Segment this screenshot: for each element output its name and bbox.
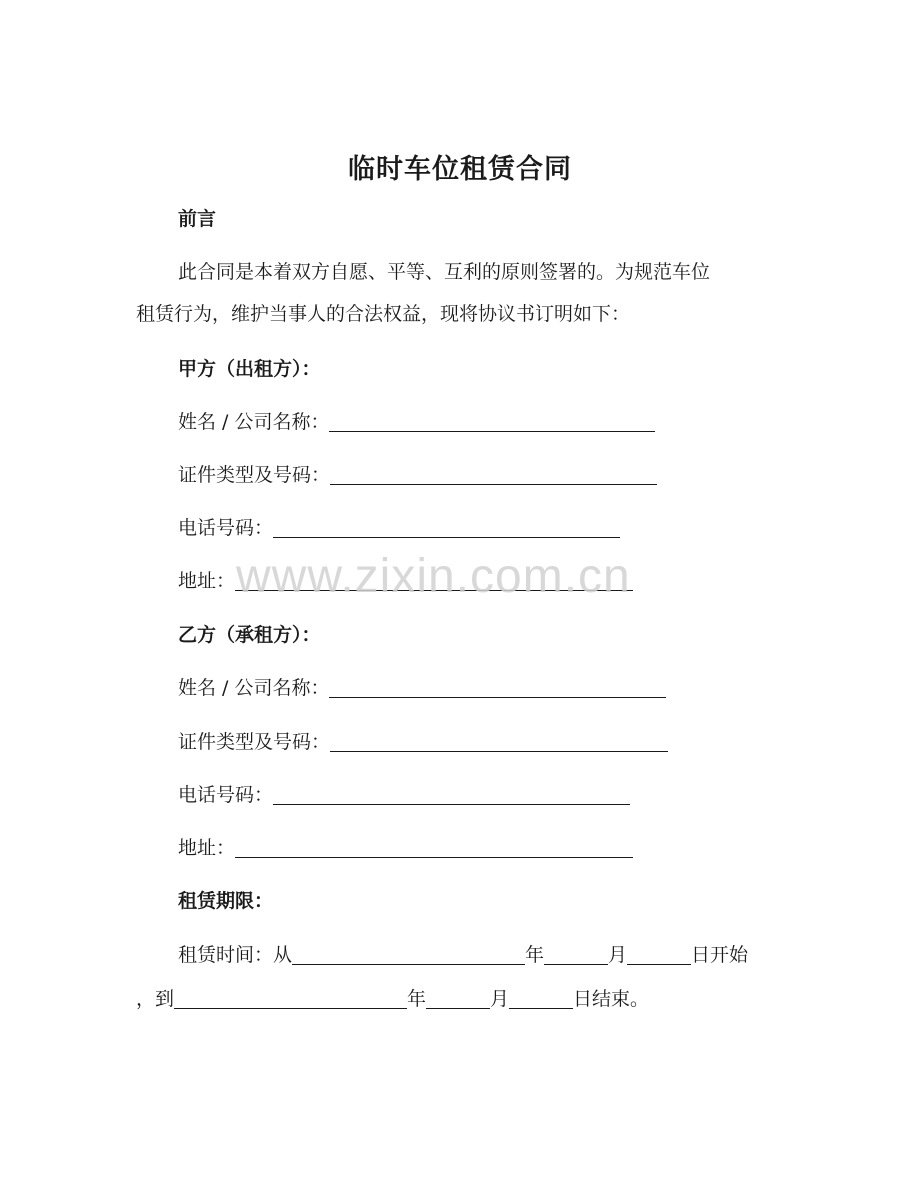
party-a-id-blank[interactable] [330,464,657,485]
term-time-label: 租赁时间：从 [178,944,293,966]
party-b-phone-row [178,780,630,810]
party-b-id-row [178,727,668,757]
start-day-unit: 日开始 [691,944,749,966]
start-year-blank[interactable] [292,944,525,965]
party-a-name-blank[interactable] [329,411,655,432]
watermark: www.zixin.com.cn [236,550,631,603]
party-a-id-label: 证件类型及号码： [178,464,331,486]
term-end-row [136,984,649,1014]
start-day-blank[interactable] [627,944,691,965]
party-b-address-blank[interactable] [235,837,633,858]
end-month-blank[interactable] [426,988,490,1009]
party-b-id-label: 证件类型及号码： [178,731,331,753]
party-a-name-row [178,407,655,437]
party-b-name-row [178,673,666,703]
start-month-unit: 月 [608,944,628,966]
party-b-name-blank[interactable] [329,677,666,698]
party-a-id-row [178,460,657,490]
preface-line-1: 此合同是本着双方自愿、平等、互利的原则签署的。为规范车位 [178,261,711,283]
party-a-heading: 甲方（出租方）： [178,358,321,380]
party-a-name-label: 姓名 / 公司名称： [178,411,330,433]
party-b-name-label: 姓名 / 公司名称： [178,677,330,699]
party-b-phone-label: 电话号码： [178,784,274,806]
party-b-id-blank[interactable] [330,731,668,752]
end-day-blank[interactable] [509,988,573,1009]
term-heading: 租赁期限： [178,890,274,912]
party-a-phone-row [178,513,620,543]
start-year-unit: 年 [525,944,545,966]
party-b-address-row [178,833,633,863]
term-start-row [178,940,748,970]
party-a-address-label: 地址： [178,570,236,592]
party-b-phone-blank[interactable] [273,784,630,805]
document-title: 临时车位租赁合同 [348,154,572,185]
party-a-phone-label: 电话号码： [178,517,274,539]
end-month-unit: 月 [490,988,510,1010]
party-b-heading: 乙方（承租方）： [178,624,321,646]
end-year-unit: 年 [407,988,427,1010]
end-day-unit: 日结束。 [573,988,650,1010]
party-a-phone-blank[interactable] [273,517,620,538]
term-to-label: ，到 [136,988,175,1010]
party-b-address-label: 地址： [178,837,236,859]
start-month-blank[interactable] [544,944,608,965]
preface-heading: 前言 [178,208,217,230]
end-year-blank[interactable] [174,988,407,1009]
preface-line-2: 租赁行为，维护当事人的合法权益，现将协议书订明如下： [136,303,631,325]
